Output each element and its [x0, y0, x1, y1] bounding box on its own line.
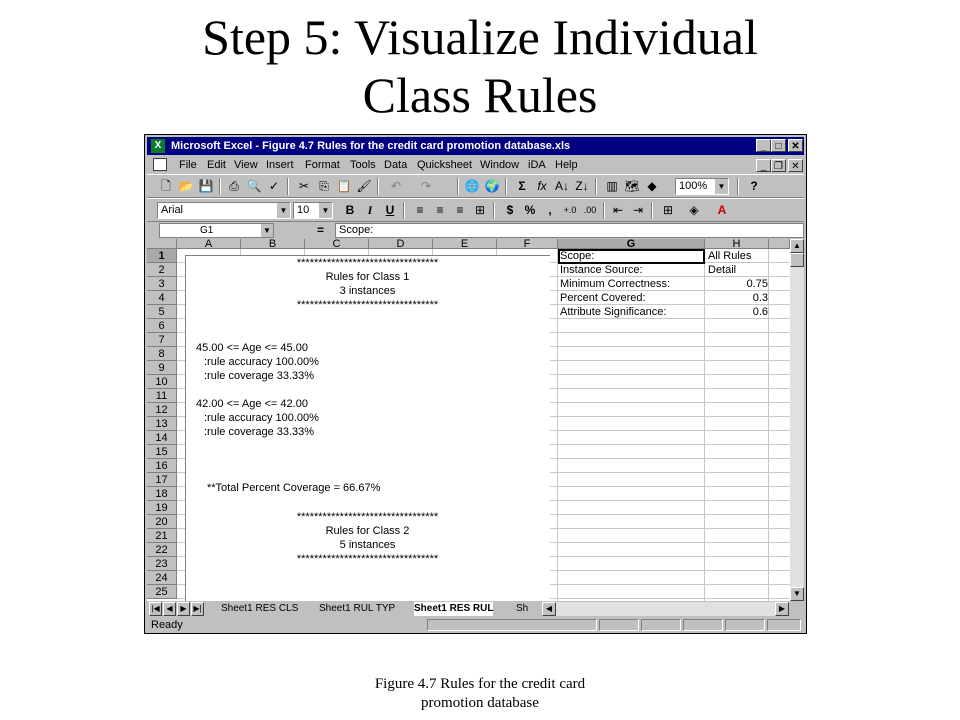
- percent-button[interactable]: %: [524, 203, 536, 217]
- name-box[interactable]: [159, 223, 274, 238]
- param-value-instance-source[interactable]: Detail: [708, 264, 737, 276]
- row-header[interactable]: 22: [147, 543, 177, 557]
- row-header[interactable]: 16: [147, 459, 177, 473]
- chevron-down-icon[interactable]: ▼: [276, 203, 290, 218]
- row-header[interactable]: 13: [147, 417, 177, 431]
- column-header-f[interactable]: F: [497, 239, 558, 249]
- rules-class2-title: Rules for Class 2: [325, 525, 410, 537]
- menu-ida[interactable]: iDA: [528, 159, 546, 171]
- row-header[interactable]: 25: [147, 585, 177, 599]
- print-preview-icon[interactable]: 🔍: [246, 179, 262, 193]
- chevron-down-icon[interactable]: ▼: [261, 224, 273, 237]
- row-header[interactable]: 17: [147, 473, 177, 487]
- toolbar-separator: [595, 178, 597, 195]
- status-panel: [683, 619, 723, 631]
- rules-class1-border-top: *********************************: [296, 257, 439, 269]
- doc-minimize-button[interactable]: _: [756, 159, 771, 172]
- rule2-accuracy: :rule accuracy 100.00%: [204, 412, 319, 424]
- status-bar: [147, 618, 804, 632]
- rules-class1-instances: 3 instances: [339, 285, 396, 297]
- decrease-decimal-icon[interactable]: .00: [583, 205, 597, 215]
- param-value-scope[interactable]: All Rules: [708, 250, 752, 262]
- figure-caption: [330, 675, 630, 713]
- format-painter-icon[interactable]: 🖌: [356, 179, 372, 193]
- chevron-down-icon[interactable]: ▼: [714, 179, 728, 194]
- toolbar-separator: [219, 178, 221, 195]
- scroll-down-icon[interactable]: ▼: [790, 587, 804, 601]
- rule1-coverage: :rule coverage 33.33%: [204, 370, 315, 382]
- align-left-icon[interactable]: ≡: [416, 203, 424, 217]
- status-panel: [767, 619, 801, 631]
- undo-icon[interactable]: ↶: [390, 179, 402, 193]
- redo-icon[interactable]: ↷: [420, 179, 432, 193]
- menu-format[interactable]: Format: [305, 159, 340, 171]
- title-bar[interactable]: [147, 137, 804, 155]
- toolbar-separator: [505, 178, 507, 195]
- menu-tools[interactable]: Tools: [350, 159, 376, 171]
- chart-wizard-icon[interactable]: ▥: [606, 179, 618, 193]
- param-label-percent-covered[interactable]: Percent Covered:: [560, 292, 646, 304]
- rule2-condition: 42.00 <= Age <= 42.00: [196, 398, 308, 410]
- name-box-value: G1: [200, 225, 214, 236]
- workbook-icon[interactable]: [153, 158, 167, 171]
- row-header[interactable]: 5: [147, 305, 177, 319]
- chevron-down-icon[interactable]: ▼: [318, 203, 332, 218]
- toolbar-separator: [403, 202, 405, 219]
- column-header-d[interactable]: D: [369, 239, 433, 249]
- standard-toolbar: [147, 174, 804, 198]
- status-panel: [427, 619, 597, 631]
- fill-color-icon[interactable]: ◈: [689, 203, 699, 217]
- worksheet-grid[interactable]: [147, 239, 790, 601]
- row-header[interactable]: 15: [147, 445, 177, 459]
- font-value: Arial: [161, 204, 184, 216]
- decrease-indent-icon[interactable]: ⇤: [612, 203, 624, 217]
- close-button[interactable]: ✕: [788, 139, 803, 152]
- save-icon[interactable]: 💾: [198, 179, 214, 193]
- font-color-icon[interactable]: A: [717, 203, 727, 217]
- row-header[interactable]: 12: [147, 403, 177, 417]
- sheet-tab-res-cls[interactable]: Sheet1 RES CLS: [221, 603, 299, 614]
- sheet-tab-res-rul[interactable]: Sheet1 RES RUL: [414, 603, 494, 614]
- zoom-select[interactable]: [675, 178, 729, 195]
- equals-sign[interactable]: =: [317, 223, 325, 237]
- menu-window[interactable]: Window: [480, 159, 520, 171]
- toolbar-separator: [493, 202, 495, 219]
- status-panel: [725, 619, 765, 631]
- menu-file[interactable]: File: [179, 159, 197, 171]
- column-gridline: [768, 249, 769, 601]
- increase-indent-icon[interactable]: ⇥: [632, 203, 644, 217]
- status-text: Ready: [151, 619, 183, 631]
- slide-title-line1: Step 5: Visualize Individual: [202, 9, 758, 65]
- column-header-g[interactable]: G: [558, 239, 705, 249]
- column-header-c[interactable]: C: [305, 239, 369, 249]
- row-header[interactable]: 24: [147, 571, 177, 585]
- row-header[interactable]: 20: [147, 515, 177, 529]
- excel-window: [144, 134, 807, 634]
- doc-close-button[interactable]: ✕: [788, 159, 803, 172]
- toolbar-separator: [287, 178, 289, 195]
- menu-quicksheet[interactable]: Quicksheet: [417, 159, 473, 171]
- map-icon[interactable]: 🗺: [624, 179, 640, 193]
- row-header[interactable]: 3: [147, 277, 177, 291]
- font-select[interactable]: [157, 202, 291, 219]
- scroll-left-icon[interactable]: ◀: [542, 602, 556, 616]
- merge-center-icon[interactable]: ⊞: [474, 203, 486, 217]
- row-header[interactable]: 18: [147, 487, 177, 501]
- column-header-b[interactable]: B: [241, 239, 305, 249]
- print-icon[interactable]: ⎙: [229, 179, 239, 193]
- row-header[interactable]: 1: [147, 249, 177, 263]
- copy-icon[interactable]: ⎘: [319, 179, 329, 193]
- paste-icon[interactable]: 📋: [336, 179, 352, 193]
- function-icon[interactable]: fx: [537, 179, 547, 193]
- help-icon[interactable]: ?: [750, 179, 758, 193]
- column-header-h[interactable]: H: [705, 239, 769, 249]
- next-sheet-icon[interactable]: ▶: [177, 602, 190, 616]
- doc-restore-button[interactable]: ❐: [771, 159, 786, 172]
- rules-class2-instances: 5 instances: [339, 539, 396, 551]
- select-all-corner[interactable]: [147, 239, 177, 249]
- toolbar-separator: [377, 178, 379, 195]
- prev-sheet-icon[interactable]: ◀: [163, 602, 176, 616]
- sort-descending-icon[interactable]: Z↓: [575, 179, 589, 193]
- row-header[interactable]: 2: [147, 263, 177, 277]
- slide-title-line2: Class Rules: [362, 67, 598, 123]
- spelling-icon[interactable]: ✓: [268, 179, 280, 193]
- menu-edit[interactable]: Edit: [207, 159, 226, 171]
- hyperlink-icon[interactable]: 🌐: [464, 179, 480, 193]
- menu-view[interactable]: View: [234, 159, 258, 171]
- minimize-button[interactable]: _: [756, 139, 771, 152]
- rules-class1-title: Rules for Class 1: [325, 271, 410, 283]
- cut-icon[interactable]: ✂: [298, 179, 310, 193]
- sheet-tab-rul-typ[interactable]: Sheet1 RUL TYP: [319, 603, 396, 614]
- borders-icon[interactable]: ⊞: [662, 203, 674, 217]
- column-header-next[interactable]: [769, 239, 790, 249]
- row-header[interactable]: 14: [147, 431, 177, 445]
- scroll-right-icon[interactable]: ▶: [775, 602, 789, 616]
- rules-textbox[interactable]: [185, 255, 550, 601]
- autosum-icon[interactable]: Σ: [518, 179, 526, 193]
- scroll-up-icon[interactable]: ▲: [790, 239, 804, 253]
- web-toolbar-icon[interactable]: 🌍: [484, 179, 500, 193]
- scroll-thumb[interactable]: [790, 253, 804, 267]
- window-title: Microsoft Excel - Figure 4.7 Rules for the credit card promotion database.xls: [171, 140, 571, 152]
- column-header-e[interactable]: E: [433, 239, 497, 249]
- formatting-toolbar: [147, 198, 804, 222]
- drawing-icon[interactable]: ◆: [647, 179, 657, 193]
- increase-decimal-icon[interactable]: +.0: [563, 205, 577, 215]
- toolbar-separator: [737, 178, 739, 195]
- row-header[interactable]: 9: [147, 361, 177, 375]
- param-value-minimum-correctness[interactable]: 0.75: [746, 278, 768, 290]
- column-gridline: [704, 249, 705, 601]
- param-label-scope[interactable]: Scope:: [560, 250, 595, 262]
- rules-class1-border-bottom: *********************************: [296, 299, 439, 311]
- rules-class2-border-bottom: *********************************: [296, 553, 439, 565]
- maximize-button[interactable]: □: [771, 139, 786, 152]
- rule1-condition: 45.00 <= Age <= 45.00: [196, 342, 308, 354]
- slide-title: [0, 8, 960, 124]
- first-sheet-icon[interactable]: |◀: [149, 602, 162, 616]
- last-sheet-icon[interactable]: ▶|: [191, 602, 204, 616]
- excel-icon: X: [151, 139, 165, 153]
- row-header[interactable]: 11: [147, 389, 177, 403]
- open-icon[interactable]: 📂: [178, 179, 194, 193]
- sheet-tab-truncated[interactable]: Sh: [516, 603, 529, 614]
- row-header[interactable]: 23: [147, 557, 177, 571]
- row-header[interactable]: 4: [147, 291, 177, 305]
- menu-help[interactable]: Help: [555, 159, 578, 171]
- row-header[interactable]: 6: [147, 319, 177, 333]
- new-icon[interactable]: 🗋: [161, 179, 171, 193]
- zoom-value: 100%: [679, 180, 708, 192]
- column-gridline: [557, 249, 558, 601]
- caption-line1: Figure 4.7 Rules for the credit card: [374, 676, 586, 692]
- vertical-scrollbar[interactable]: [790, 239, 804, 601]
- param-label-attribute-significance[interactable]: Attribute Significance:: [560, 306, 667, 318]
- status-panel: [599, 619, 639, 631]
- sheet-tabs-bar: [147, 601, 804, 617]
- param-label-minimum-correctness[interactable]: Minimum Correctness:: [560, 278, 671, 290]
- comma-button[interactable]: ,: [548, 203, 552, 217]
- row-header[interactable]: 21: [147, 529, 177, 543]
- row-header[interactable]: 8: [147, 347, 177, 361]
- status-panel: [641, 619, 681, 631]
- row-header[interactable]: 10: [147, 375, 177, 389]
- param-value-percent-covered[interactable]: 0.3: [752, 292, 768, 304]
- rules-class2-border-top: *********************************: [296, 511, 439, 523]
- align-right-icon[interactable]: ≡: [456, 203, 464, 217]
- param-value-attribute-significance[interactable]: 0.6: [752, 306, 768, 318]
- font-size-value: 10: [297, 204, 310, 216]
- total-coverage: **Total Percent Coverage = 66.67%: [207, 482, 381, 494]
- bold-button[interactable]: B: [345, 203, 355, 217]
- toolbar-separator: [651, 202, 653, 219]
- italic-button[interactable]: I: [367, 203, 373, 217]
- toolbar-separator: [603, 202, 605, 219]
- column-header-a[interactable]: A: [177, 239, 241, 249]
- rule2-coverage: :rule coverage 33.33%: [204, 426, 315, 438]
- menu-insert[interactable]: Insert: [266, 159, 294, 171]
- row-header[interactable]: 7: [147, 333, 177, 347]
- formula-input[interactable]: Scope:: [335, 223, 804, 238]
- formula-bar: [147, 222, 804, 239]
- sort-ascending-icon[interactable]: A↓: [554, 179, 569, 193]
- menu-data[interactable]: Data: [384, 159, 408, 171]
- font-size-select[interactable]: [293, 202, 333, 219]
- param-label-instance-source[interactable]: Instance Source:: [560, 264, 643, 276]
- horizontal-scrollbar[interactable]: [542, 602, 789, 616]
- toolbar-separator: [457, 178, 459, 195]
- row-header[interactable]: 19: [147, 501, 177, 515]
- menu-bar: [147, 156, 804, 174]
- underline-button[interactable]: U: [385, 203, 395, 217]
- caption-line2: promotion database: [421, 695, 539, 711]
- currency-button[interactable]: $: [506, 203, 514, 217]
- rule1-accuracy: :rule accuracy 100.00%: [204, 356, 319, 368]
- align-center-icon[interactable]: ≡: [436, 203, 444, 217]
